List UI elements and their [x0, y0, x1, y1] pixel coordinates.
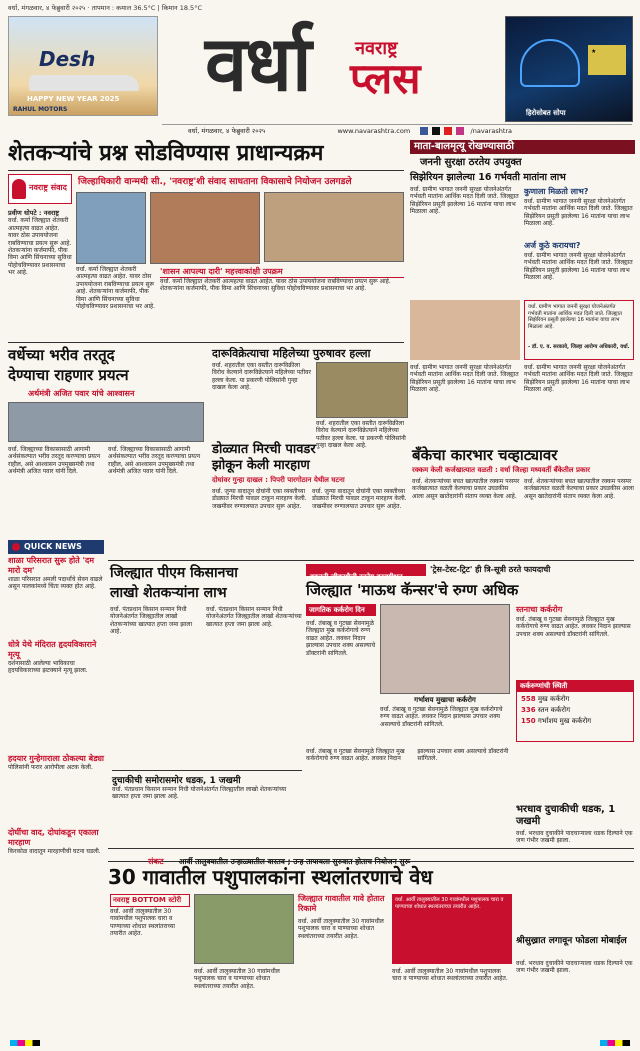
cancer-box-body: वर्धा. तंबाखू व गुटखा सेवनामुळे जिल्ह्यात मुख कर्करोगाचे रुग्ण वाढत आहेत. लवकर निदान झाल्यास उपचार शक्य असल्याचे डॉक्टरांनी सांगितले.: [516, 616, 631, 638]
cancer-stat-row: [521, 705, 629, 716]
instagram-icon[interactable]: [456, 127, 464, 135]
cancer-banner-left: [306, 564, 426, 581]
bank-body-col2: वर्धा. शेतकऱ्यांच्या बचत खात्यातील रक्कम परस्पर कर्जखात्यात वळती केल्याचा प्रकार उघडकीस आला असून खातेदारांनी संताप व्यक्त केला आहे.: [524, 478, 634, 500]
sidebar-headline2: सिझेरियन झालेल्या 16 गर्भवती मातांना लाभ: [410, 172, 566, 183]
lead-body-text: वर्धा. कर्मा जिल्ह्यात शेतकरी आत्महत्या वाढत आहेत. यावर ठोस उपाययोजना राबविण्याचा प्रयत्न सुरू आहे. शेतकऱ्यांना कर्जमाफी, पीक विमा आणि सिंचनाच्या सुविधा पोहोचविण्यावर प्रशासनाचा भर आहे.: [8, 217, 72, 277]
lead-headline[interactable]: शेतकऱ्यांचे प्रश्न सोडविण्यास प्राधान्यक्रम: [8, 141, 324, 166]
finance-headline1[interactable]: वर्धेच्या भरीव तरतूद: [8, 346, 115, 364]
pm-kisan-subbox[interactable]: दुचाकीची समोरासमोर धडक, 1 जखमी: [112, 770, 302, 786]
quick-news-title: दोघींचा वाद, दोघांकडून एकाला मारहाण: [8, 828, 99, 847]
ad-right-tag: ★: [588, 45, 626, 75]
drought-banner-label: संकट: [148, 857, 164, 866]
top-strip: वर्धा, मंगळवार, ४ फेब्रुवारी २०२५ · तापमान : कमाल 36.5°C | किमान 18.5°C: [8, 4, 202, 12]
quick-news-body: किरकोळ वादातून मारहाणीची घटना घडली.: [8, 848, 101, 855]
cancer-photo: [380, 604, 510, 694]
chili-body-col1: वर्धा. जुन्या वादातून दोघांनी एका व्यक्तीच्या डोळ्यात मिरची पावडर टाकून मारहाण केली. जखमीवर रुग्णालयात उपचार सुरू आहेत.: [212, 488, 307, 510]
finance-body-col1: वर्धा. जिल्ह्याच्या विकासासाठी आगामी अर्थसंकल्पात भरीव तरतूद करण्याचा प्रयत्न राहील, असे आश्वासन उपमुख्यमंत्री तथा अर्थमंत्री अजित पवार यांनी दिले.: [8, 446, 101, 476]
pm-kisan-body-col1: वर्धा. पंतप्रधान किसान सन्मान निधी योजनेअंतर्गत जिल्ह्यातील लाखो शेतकऱ्यांच्या खात्यात हप्ता जमा झाला आहे.: [110, 606, 193, 636]
stat-value: 558: [521, 695, 536, 703]
liquor-photo: [316, 362, 408, 418]
drought-highlight-box: [392, 894, 512, 964]
microphone-icon: [12, 179, 26, 199]
lead-subhead[interactable]: जिल्हाधिकारी वान्मथी सी., 'नवराष्ट्र'शी संवाद साधताना विकासाचे नियोजन उलगडले: [78, 177, 352, 187]
quick-news-title: धोत्रे येथे मंदिरात हृदयविकाराने मृत्यू: [8, 640, 97, 659]
cancer-day-label: जागतिक कर्करोग दिन: [306, 604, 376, 616]
liquor-headline[interactable]: दारूविक्रेत्याचा महिलेच्या पुरुषावर हल्ला: [212, 347, 371, 360]
finance-subhead: अर्थमंत्री अजित पवार यांचे आश्वासन: [28, 389, 135, 398]
cancer-stats-box: [516, 680, 634, 742]
quick-news-body: शाळा परिसरात अमली पदार्थांचे सेवन वाढले असून पालकांमध्ये चिंता व्यक्त होत आहे.: [8, 576, 103, 591]
pm-kisan-headline2[interactable]: लाखो शेतकऱ्यांना लाभ: [110, 585, 227, 601]
quick-news-item[interactable]: [8, 754, 104, 824]
car-icon: [29, 75, 139, 91]
quick-news-item[interactable]: [8, 556, 104, 636]
sidebar-body-col2: वर्धा. ग्रामीण भागात जननी सुरक्षा योजनेअंतर्गत गर्भवती मातांना आर्थिक मदत दिली जाते. जिल्ह्यात सिझेरियन प्रसूती झालेल्या 16 मातांना याचा लाभ मिळाला आहे.: [524, 198, 633, 228]
logo-plus: प्लस: [350, 54, 421, 103]
sidebar-body-col1: वर्धा. ग्रामीण भागात जननी सुरक्षा योजनेअंतर्गत गर्भवती मातांना आर्थिक मदत दिली जाते. जिल्ह्यात सिझेरियन प्रसूती झालेल्या 16 मातांना याचा लाभ मिळाला आहे.: [410, 186, 519, 216]
sidebar-body-col5: वर्धा. ग्रामीण भागात जननी सुरक्षा योजनेअंतर्गत गर्भवती मातांना आर्थिक मदत दिली जाते. जिल्ह्यात सिझेरियन प्रसूती झालेल्या 16 मातांना याचा लाभ मिळाला आहे.: [524, 364, 633, 394]
quick-news-body: पोलिसांनी फरार आरोपीला अटक केली.: [8, 764, 93, 771]
sidebar-quote-author: - डॉ. ए. व. सरकावे, जिल्हा आरोग्य अधिकारी, वर्धा.: [528, 344, 630, 350]
pm-kisan-subbox-body: वर्धा. पंतप्रधान किसान सन्मान निधी योजनेअंतर्गत जिल्ह्यातील लाखो शेतकऱ्यांच्या खात्यात हप्ता जमा झाला आहे.: [112, 786, 287, 801]
color-registration-mark: [10, 1040, 40, 1046]
bike-body: वर्धा. भरधाव दुचाकीने पादचाऱ्याला धडक दिल्याने एक जण गंभीर जखमी झाला.: [516, 830, 633, 845]
finance-body-col2: वर्धा. जिल्ह्याच्या विकासासाठी आगामी अर्थसंकल्पात भरीव तरतूद करण्याचा प्रयत्न राहील, असे आश्वासन उपमुख्यमंत्री तथा अर्थमंत्री अजित पवार यांनी दिले.: [108, 446, 201, 476]
chili-subhead: दोघांवर गुन्हा दाखल : पिपरी पारगोठान येथील घटना: [212, 476, 345, 484]
quick-news-body: दर्शनासाठी आलेल्या भाविकाचा हृदयविकाराच्या झटक्याने मृत्यू झाला.: [8, 660, 88, 675]
liquor-body-col2: वर्धा. शहरातील एका वस्तीत दारूविक्रीला विरोध केल्याने दारूविक्रेत्याने महिलेच्या पतीवर हल्ला केला. या प्रकरणी पोलिसांनी गुन्हा दाखल केला आहे.: [316, 420, 406, 450]
bank-headline[interactable]: बँकेचा कारभार चव्हाट्यावर: [412, 446, 558, 464]
lead-photo-interview: [264, 192, 404, 262]
quick-news-title: शाळा परिसरात सुरू होते 'दम मारो दम': [8, 556, 94, 575]
liquor-body-col1: वर्धा. शहरातील एका वस्तीत दारूविक्रीला विरोध केल्याने दारूविक्रेत्याने महिलेच्या पतीवर हल्ला केला. या प्रकरणी पोलिसांनी गुन्हा दाखल केला आहे.: [212, 362, 311, 392]
ad-right-caption: हिरोसोबत सोपा: [526, 109, 566, 117]
lead-photo-officer: [76, 192, 146, 264]
dateline-date: वर्धा, मंगळवार, ४ फेब्रुवारी २०२५: [188, 127, 266, 135]
chili-body-col2: वर्धा. जुन्या वादातून दोघांनी एका व्यक्तीच्या डोळ्यात मिरची पावडर टाकून मारहाण केली. जखमीवर रुग्णालयात उपचार सुरू आहेत.: [312, 488, 407, 510]
cancer-body-col2: वर्धा. तंबाखू व गुटखा सेवनामुळे जिल्ह्यात मुख कर्करोगाचे रुग्ण वाढत आहेत. लवकर निदान झाल्यास उपचार शक्य असल्याचे डॉक्टरांनी सांगितले.: [380, 706, 503, 728]
logo-main: वर्धा: [205, 19, 310, 108]
cancer-box-title: स्तनाचा कर्करोग: [516, 605, 563, 614]
pm-kisan-body-col2: वर्धा. पंतप्रधान किसान सन्मान निधी योजनेअंतर्गत जिल्ह्यातील लाखो शेतकऱ्यांच्या खात्यात हप्ता जमा झाला आहे.: [206, 606, 302, 628]
samvad-badge: [8, 174, 72, 204]
bank-subhead: रक्कम केली कर्जखात्यात वळती : वर्धा जिल्हा मध्यवर्ती बँकेतील प्रकार: [412, 466, 591, 474]
quick-news-item[interactable]: [8, 828, 104, 908]
drought-banner-text: आर्वी तालुक्यातील उन्हाळ्यातील वास्तव ; उन्ह तापायला सुरुवात होताच नियोजन सुरू: [178, 857, 411, 866]
bike-headline[interactable]: भरधाव दुचाकीची धडक, 1 जखमी: [516, 804, 616, 827]
ad-left-title: Desh: [39, 47, 96, 71]
divider: [8, 170, 404, 171]
cancer-headline[interactable]: जिल्ह्यात 'माऊथ कॅन्सर'चे रुग्ण अधिक: [306, 581, 519, 599]
sidebar-headline1[interactable]: जननी सुरक्षा ठरतेय उपयुक्त: [420, 157, 522, 168]
lead-box-title: 'शासन आपल्या दारी' महत्त्वाकांक्षी उपक्रम: [160, 266, 404, 278]
sidebar-quote-box: [524, 300, 634, 360]
stat-label: स्तन कर्करोग: [537, 706, 571, 714]
drought-highlight-text: वर्धा. आर्वी तालुक्यातील 30 गावांमधील पशुपालक चारा व पाण्याच्या शोधात स्थलांतराच्या तयारीत आहेत.: [395, 897, 504, 910]
ad-left-footer: HAPPY NEW YEAR 2025: [27, 95, 120, 103]
lead-photo-meeting: [150, 192, 260, 264]
quick-news-label: QUICK NEWS: [24, 542, 82, 551]
bank-body-col1: वर्धा. शेतकऱ्यांच्या बचत खात्यातील रक्कम परस्पर कर्जखात्यात वळती केल्याचा प्रकार उघडकीस आला असून खातेदारांनी संताप व्यक्त केला आहे.: [412, 478, 520, 500]
drought-headline[interactable]: 30 गावातील पशुपालकांना स्थलांतरणाचे वेध: [108, 865, 433, 889]
finance-headline2[interactable]: देण्याचा राहणार प्रयत्न: [8, 366, 129, 384]
sidebar-q2: अर्ज कुठे करायचा?: [524, 241, 581, 250]
cancer-stat-row: [521, 716, 629, 727]
ad-left-banner[interactable]: [8, 16, 158, 116]
drought-body-col1: वर्धा. आर्वी तालुक्यातील 30 गावांमधील पशुपालक चारा व पाण्याच्या शोधात स्थलांतराच्या तयारीत आहेत.: [110, 908, 175, 938]
quick-news-item[interactable]: [8, 640, 104, 750]
lead-body-col1: [8, 210, 72, 290]
stat-value: 150: [521, 717, 536, 725]
drought-body-col3: वर्धा. आर्वी तालुक्यातील 30 गावांमधील पशुपालक चारा व पाण्याच्या शोधात स्थलांतराच्या तयारीत आहेत.: [298, 918, 384, 940]
chili-headline2[interactable]: झोकून केली मारहाण: [212, 458, 310, 473]
quick-news-banner: [8, 540, 104, 554]
bike-footer-body: वर्धा. भरधाव दुचाकीने पादचाऱ्याला धडक दिल्याने एक जण गंभीर जखमी झाला.: [516, 960, 633, 975]
lead-body-col2: वर्धा. कर्मा जिल्ह्यात शेतकरी आत्महत्या वाढत आहेत. यावर ठोस उपाययोजना राबविण्याचा प्रयत्न सुरू आहे. शेतकऱ्यांना कर्जमाफी, पीक विमा आणि सिंचनाच्या सुविधा पोहोचविण्यावर प्रशासनाचा भर आहे.: [76, 266, 156, 311]
drought-tag: नवराष्ट्र BOTTOM स्टोरी: [110, 894, 190, 907]
cancer-banner-left-text: बदलती जीवनशैली ठरतेय कारणीभूत: [310, 573, 403, 581]
ad-right-banner[interactable]: [505, 16, 633, 122]
sidebar-title[interactable]: माता-बालमृत्यू रोखण्यासाठी: [410, 140, 635, 154]
scooter-icon: [520, 39, 580, 87]
cancer-body-bottom: वर्धा. तंबाखू व गुटखा सेवनामुळे जिल्ह्यात मुख कर्करोगाचे रुग्ण वाढत आहेत. लवकर निदान झाल्यास उपचार शक्य असल्याचे डॉक्टरांनी सांगितले.: [306, 748, 509, 763]
sidebar-body-col3: वर्धा. ग्रामीण भागात जननी सुरक्षा योजनेअंतर्गत गर्भवती मातांना आर्थिक मदत दिली जाते. जिल्ह्यात सिझेरियन प्रसूती झालेल्या 16 मातांना याचा लाभ मिळाला आहे.: [524, 252, 633, 282]
ad-left-brand: RAHUL MOTORS: [13, 106, 68, 113]
x-icon[interactable]: [432, 127, 440, 135]
facebook-icon[interactable]: [420, 127, 428, 135]
drought-photo: [194, 894, 294, 964]
bike-footer-headline[interactable]: श्रीसुख्रात लगावून फोडला मोबाईल: [516, 936, 627, 946]
stat-label: गर्भाशय मुख कर्करोग: [537, 717, 592, 725]
cancer-body-col1: वर्धा. तंबाखू व गुटखा सेवनामुळे जिल्ह्यात मुख कर्करोगाचे रुग्ण वाढत आहेत. लवकर निदान झाल्यास उपचार शक्य असल्याचे डॉक्टरांनी सांगितले.: [306, 620, 376, 657]
stat-label: मुख कर्करोग: [537, 695, 570, 703]
drought-body-col4: वर्धा. आर्वी तालुक्यातील 30 गावांमधील पशुपालक चारा व पाण्याच्या शोधात स्थलांतराच्या तयारीत आहेत.: [392, 968, 508, 983]
cancer-stat-row: [521, 694, 629, 705]
masthead-logo: [205, 14, 460, 122]
sidebar-photo: [410, 300, 520, 360]
quick-news-icon: [12, 543, 20, 551]
pm-kisan-headline1[interactable]: जिल्ह्यात पीएम किसानचा: [110, 565, 238, 581]
quick-news-list: [8, 556, 104, 976]
divider: [108, 560, 634, 561]
divider: [8, 342, 404, 343]
cancer-banner-right: 'ट्रेस-टेस्ट-ट्रिट' ही त्रि-सूत्री ठरते फायदाची: [430, 565, 551, 574]
cancer-caption: गर्भाशय मुखाचा कर्करोग: [414, 696, 476, 704]
chili-headline1[interactable]: डोळ्यात मिरची पावडर: [212, 442, 316, 457]
lead-body-col3: वर्धा. कर्मा जिल्ह्यात शेतकरी आत्महत्या वाढत आहेत. यावर ठोस उपाययोजना राबविण्याचा प्रयत्न सुरू आहे. शेतकऱ्यांना कर्जमाफी, पीक विमा आणि सिंचनाच्या सुविधा पोहोचविण्यावर प्रशासनाचा भर आहे.: [160, 278, 391, 293]
dateline-social[interactable]: /navarashtra: [470, 127, 513, 135]
sidebar-q1: कुणाला मिळतो लाभ?: [524, 187, 589, 196]
sidebar-quote-text: वर्धा. ग्रामीण भागात जननी सुरक्षा योजनेअंतर्गत गर्भवती मातांना आर्थिक मदत दिली जाते. जिल्ह्यात सिझेरियन प्रसूती झालेल्या 16 मातांना याचा लाभ मिळाला आहे.: [528, 304, 622, 330]
lead-byline: प्रवीण धोपटे : नवराष्ट्र: [8, 209, 60, 217]
quick-news-title: हदयार गुन्हेगाराला ठोकल्या बेड्या: [8, 754, 104, 763]
logo-navarashtra: नवराष्ट्र: [355, 38, 398, 59]
color-registration-mark: [600, 1040, 630, 1046]
finance-photo: [8, 402, 204, 442]
sidebar-body-col4: वर्धा. ग्रामीण भागात जननी सुरक्षा योजनेअंतर्गत गर्भवती मातांना आर्थिक मदत दिली जाते. जिल्ह्यात सिझेरियन प्रसूती झालेल्या 16 मातांना याचा लाभ मिळाला आहे.: [410, 364, 519, 394]
dateline-website[interactable]: www.navarashtra.com: [337, 127, 411, 135]
dateline: [162, 124, 632, 137]
samvad-badge-label: नवराष्ट्र संवाद: [29, 183, 67, 192]
drought-box-title: जिल्ह्यात गावातील गावे होतात रिकामे: [298, 894, 385, 913]
drought-body-col2: वर्धा. आर्वी तालुक्यातील 30 गावांमधील पशुपालक चारा व पाण्याच्या शोधात स्थलांतराच्या तयारीत आहेत.: [194, 968, 280, 990]
stat-value: 336: [521, 706, 536, 714]
youtube-icon[interactable]: [444, 127, 452, 135]
cancer-stats-title: कर्करुग्णांची स्थिती: [517, 681, 633, 692]
